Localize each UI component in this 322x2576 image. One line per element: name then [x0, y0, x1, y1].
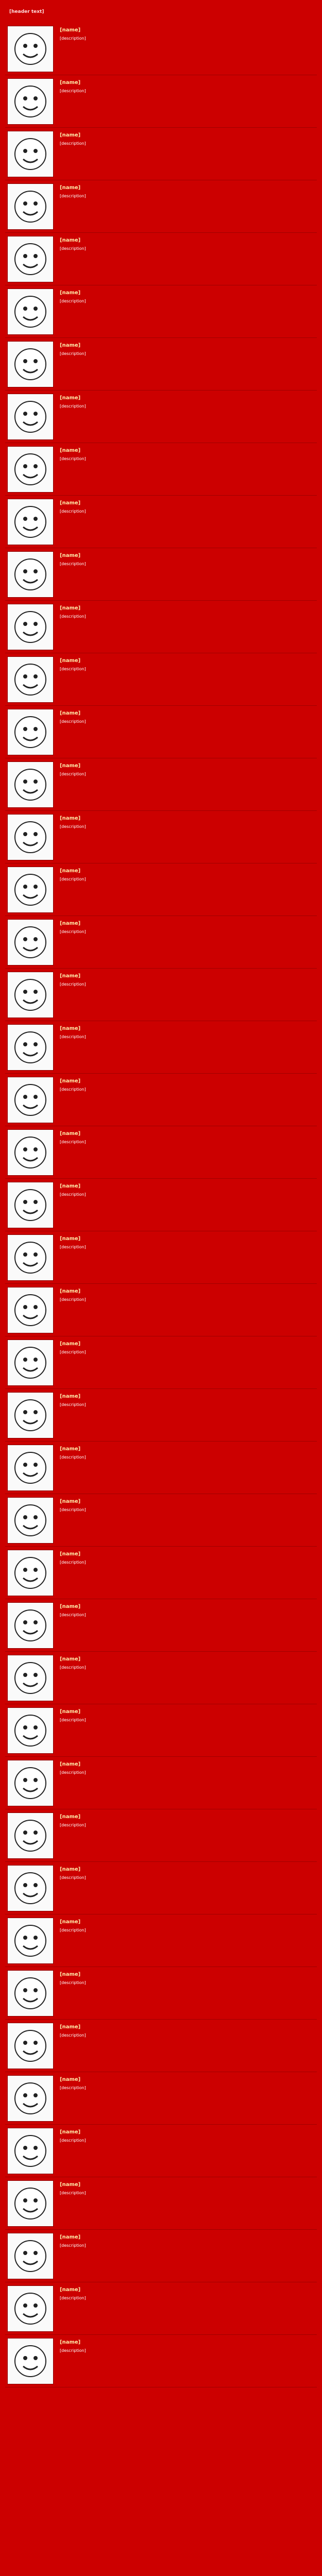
- entry-description: [description]: [60, 1245, 86, 1249]
- entry-title: [name]: [60, 816, 81, 821]
- grin-face-icon: [8, 394, 53, 439]
- entry-image: [7, 2285, 54, 2332]
- entry-title: [name]: [60, 973, 81, 979]
- winking-face-icon: [8, 972, 53, 1018]
- list-item: [5, 1914, 317, 1967]
- entry-title: [name]: [60, 1183, 81, 1189]
- entry-title: [name]: [60, 1709, 81, 1715]
- entry-text: [60, 1708, 314, 1753]
- entry-text: [60, 342, 314, 387]
- entry-title: [name]: [60, 290, 81, 296]
- list-item: [5, 1442, 317, 1494]
- entry-image: [7, 2180, 54, 2227]
- entry-image: [7, 814, 54, 860]
- entry-description: [description]: [60, 772, 86, 776]
- list-item: [5, 2020, 317, 2072]
- entry-title: [name]: [60, 343, 81, 348]
- entry-title: [name]: [60, 1919, 81, 1925]
- entry-description: [description]: [60, 1980, 86, 1985]
- entry-title: [name]: [60, 132, 81, 138]
- entry-description: [description]: [60, 824, 86, 829]
- entry-image: [7, 656, 54, 703]
- entry-text: [60, 1393, 314, 1438]
- list-item: [5, 496, 317, 548]
- entry-title: [name]: [60, 1131, 81, 1137]
- crowd-icon: [8, 1971, 53, 2016]
- blue-ghost-icon: [8, 184, 53, 229]
- entry-description: [description]: [60, 404, 86, 409]
- entry-text: [60, 2286, 314, 2331]
- list-item: [5, 128, 317, 180]
- tentacles-icon: [8, 1393, 53, 1438]
- entry-image: [7, 604, 54, 650]
- list-item: [5, 2072, 317, 2125]
- entry-description: [description]: [60, 509, 86, 514]
- cartoon-face-icon: [8, 1445, 53, 1490]
- entry-text: [60, 762, 314, 807]
- entry-image: [7, 1707, 54, 1754]
- entry-title: [name]: [60, 2287, 81, 2293]
- entry-title: [name]: [60, 1499, 81, 1504]
- figure-icon: [8, 1866, 53, 1911]
- face-icon: [8, 1708, 53, 1753]
- shouting-face-icon: [8, 1077, 53, 1123]
- entry-text: [60, 1288, 314, 1333]
- entry-image: [7, 2075, 54, 2122]
- entry-description: [description]: [60, 1928, 86, 1933]
- entry-description: [description]: [60, 1140, 86, 1144]
- entry-text: [60, 1341, 314, 1385]
- list-item: [5, 1757, 317, 1809]
- entry-title: [name]: [60, 185, 81, 191]
- entry-image: [7, 1182, 54, 1228]
- entry-text: [60, 2129, 314, 2174]
- entry-description: [description]: [60, 1035, 86, 1039]
- entry-title: [name]: [60, 1761, 81, 1767]
- entry-title: [name]: [60, 1341, 81, 1347]
- entry-description: [description]: [60, 1823, 86, 1827]
- entry-text: [60, 710, 314, 755]
- entry-title: [name]: [60, 763, 81, 769]
- entry-description: [description]: [60, 1718, 86, 1722]
- entry-title: [name]: [60, 1078, 81, 1084]
- black-circle-face-icon: [8, 1655, 53, 1701]
- entry-title: [name]: [60, 1551, 81, 1557]
- entry-title: [name]: [60, 658, 81, 664]
- entry-image: [7, 341, 54, 387]
- list-item: [5, 180, 317, 233]
- list-item: [5, 1652, 317, 1704]
- shouting-face-icon: [8, 1025, 53, 1070]
- entry-description: [description]: [60, 2243, 86, 2248]
- entry-image: [7, 183, 54, 230]
- shocked-face-icon: [8, 604, 53, 650]
- entry-title: [name]: [60, 238, 81, 243]
- entry-image: [7, 2023, 54, 2069]
- list-item: [5, 75, 317, 128]
- entry-text: [60, 447, 314, 492]
- entry-description: [description]: [60, 1665, 86, 1670]
- list-item: [5, 1599, 317, 1652]
- list-item: [5, 1389, 317, 1442]
- stick-figure-icon: [8, 762, 53, 807]
- list-item: [5, 1704, 317, 1757]
- list-item: [5, 2125, 317, 2177]
- list-item: [5, 1336, 317, 1389]
- list-item: [5, 1862, 317, 1914]
- entry-title: [name]: [60, 2234, 81, 2240]
- entry-title: [name]: [60, 710, 81, 716]
- list-item: [5, 863, 317, 916]
- entry-description: [description]: [60, 1402, 86, 1407]
- sketch-face-icon: [8, 657, 53, 702]
- list-item: [5, 1231, 317, 1284]
- list-item: [5, 1179, 317, 1231]
- entry-description: [description]: [60, 246, 86, 251]
- entry-text: [60, 395, 314, 439]
- entry-text: [60, 1761, 314, 1806]
- entry-description: [description]: [60, 194, 86, 198]
- entry-image: [7, 78, 54, 125]
- entry-image: [7, 1024, 54, 1071]
- entry-text: [60, 920, 314, 965]
- troll-face-icon: [8, 447, 53, 492]
- entry-list: [0, 23, 322, 2387]
- figure-icon: [8, 2338, 53, 2384]
- entry-description: [description]: [60, 1192, 86, 1197]
- entry-text: [60, 815, 314, 860]
- entry-text: [60, 1603, 314, 1648]
- entry-text: [60, 1656, 314, 1701]
- list-item: [5, 601, 317, 653]
- entry-description: [description]: [60, 2033, 86, 2038]
- entry-description: [description]: [60, 1613, 86, 1617]
- entry-image: [7, 1865, 54, 1911]
- list-item: [5, 1284, 317, 1336]
- entry-description: [description]: [60, 2138, 86, 2143]
- entry-text: [60, 1919, 314, 1963]
- entry-text: [60, 2181, 314, 2226]
- entry-image: [7, 1445, 54, 1491]
- girl-portrait-icon: [8, 552, 53, 597]
- entry-title: [name]: [60, 868, 81, 874]
- blond-figure-icon: [8, 1235, 53, 1280]
- list-item: [5, 1021, 317, 1074]
- list-item: [5, 653, 317, 706]
- entry-description: [description]: [60, 1087, 86, 1092]
- entry-title: [name]: [60, 1289, 81, 1294]
- round-face-icon: [8, 1182, 53, 1228]
- entry-title: [name]: [60, 1446, 81, 1452]
- hair-face-icon: [8, 1287, 53, 1333]
- list-item: [5, 1809, 317, 1862]
- entry-image: [7, 236, 54, 282]
- entry-title: [name]: [60, 1972, 81, 1977]
- list-item: [5, 1494, 317, 1547]
- entry-image: [7, 1655, 54, 1701]
- anime-girl-icon: [8, 2233, 53, 2279]
- entry-title: [name]: [60, 1867, 81, 1872]
- bug-figure-icon: [8, 1130, 53, 1175]
- entry-title: [name]: [60, 1604, 81, 1609]
- entry-image: [7, 1812, 54, 1859]
- entry-description: [description]: [60, 2086, 86, 2090]
- flower-face-icon: [8, 79, 53, 124]
- entry-description: [description]: [60, 1770, 86, 1775]
- list-item: [5, 2335, 317, 2387]
- entry-text: [60, 2076, 314, 2121]
- entry-description: [description]: [60, 299, 86, 303]
- list-item: [5, 916, 317, 969]
- entry-title: [name]: [60, 395, 81, 401]
- entry-title: [name]: [60, 1236, 81, 1242]
- red-splatter-icon: [8, 342, 53, 387]
- entry-image: [7, 1287, 54, 1333]
- entry-description: [description]: [60, 1350, 86, 1354]
- entry-text: [60, 868, 314, 912]
- list-item: [5, 1126, 317, 1179]
- entry-image: [7, 1234, 54, 1281]
- entry-text: [60, 605, 314, 650]
- entry-image: [7, 1129, 54, 1176]
- list-item: [5, 2230, 317, 2282]
- entry-text: [60, 1078, 314, 1123]
- entry-text: [60, 552, 314, 597]
- sad-face-icon: [8, 1760, 53, 1806]
- list-item: [5, 706, 317, 758]
- entry-description: [description]: [60, 2348, 86, 2353]
- entry-image: [7, 499, 54, 545]
- entry-description: [description]: [60, 141, 86, 146]
- entry-description: [description]: [60, 929, 86, 934]
- entry-description: [description]: [60, 351, 86, 356]
- entry-image: [7, 551, 54, 598]
- entry-title: [name]: [60, 2182, 81, 2188]
- entry-description: [description]: [60, 667, 86, 671]
- entry-text: [60, 1971, 314, 2016]
- entry-text: [60, 1183, 314, 1228]
- entry-image: [7, 709, 54, 755]
- face-icon: [8, 2128, 53, 2174]
- list-item: [5, 1547, 317, 1599]
- figure-icon: [8, 2286, 53, 2331]
- entry-image: [7, 1760, 54, 1806]
- entry-text: [60, 1025, 314, 1070]
- entry-image: [7, 1077, 54, 1123]
- entry-text: [60, 1814, 314, 1858]
- entry-image: [7, 972, 54, 1018]
- list-item: [5, 391, 317, 443]
- entry-image: [7, 1550, 54, 1596]
- entry-description: [description]: [60, 2296, 86, 2300]
- mustache-face-icon: [8, 1603, 53, 1648]
- entry-title: [name]: [60, 2129, 81, 2135]
- entry-title: [name]: [60, 553, 81, 558]
- entry-image: [7, 2338, 54, 2384]
- entry-description: [description]: [60, 562, 86, 566]
- entry-text: [60, 1498, 314, 1543]
- entry-title: [name]: [60, 27, 81, 33]
- entry-title: [name]: [60, 448, 81, 453]
- chick-icon: [8, 1340, 53, 1385]
- list-item: [5, 969, 317, 1021]
- list-item: [5, 811, 317, 863]
- face-icon: [8, 2076, 53, 2121]
- stick-figure-icon: [8, 867, 53, 912]
- entry-image: [7, 1970, 54, 2016]
- entry-image: [7, 1497, 54, 1544]
- entry-description: [description]: [60, 1297, 86, 1302]
- entry-text: [60, 2024, 314, 2069]
- spiky-face-icon: [8, 1813, 53, 1858]
- wheelchair-figure-icon: [8, 499, 53, 545]
- entry-image: [7, 1340, 54, 1386]
- entry-text: [60, 1866, 314, 1911]
- entry-image: [7, 761, 54, 808]
- list-item: [5, 2177, 317, 2230]
- page-title: [header text]: [9, 9, 44, 14]
- big-eyes-face-icon: [8, 236, 53, 282]
- entry-image: [7, 446, 54, 493]
- list-item: [5, 548, 317, 601]
- entry-image: [7, 26, 54, 72]
- entry-title: [name]: [60, 2340, 81, 2345]
- entry-description: [description]: [60, 2191, 86, 2195]
- entry-description: [description]: [60, 456, 86, 461]
- stick-figure-icon: [8, 815, 53, 860]
- figure-icon: [8, 1550, 53, 1596]
- list-item: [5, 338, 317, 391]
- entry-description: [description]: [60, 1507, 86, 1512]
- list-item: [5, 23, 317, 75]
- entry-description: [description]: [60, 89, 86, 93]
- boy-icon: [8, 2181, 53, 2226]
- entry-text: [60, 79, 314, 124]
- entry-text: [60, 1446, 314, 1490]
- page-header: [0, 0, 322, 23]
- entry-description: [description]: [60, 719, 86, 724]
- list-item: [5, 233, 317, 285]
- entry-text: [60, 290, 314, 334]
- entry-text: [60, 973, 314, 1018]
- entry-text: [60, 657, 314, 702]
- entry-title: [name]: [60, 2024, 81, 2030]
- scribble-face-icon: [8, 289, 53, 334]
- list-item: [5, 758, 317, 811]
- entry-text: [60, 184, 314, 229]
- list-item: [5, 1074, 317, 1126]
- entry-title: [name]: [60, 500, 81, 506]
- entry-text: [60, 27, 314, 72]
- entry-title: [name]: [60, 2077, 81, 2082]
- entry-title: [name]: [60, 1656, 81, 1662]
- entry-image: [7, 1918, 54, 1964]
- smiling-face-icon: [8, 26, 53, 72]
- entry-title: [name]: [60, 1394, 81, 1399]
- entry-image: [7, 1602, 54, 1649]
- entry-image: [7, 1392, 54, 1438]
- entry-description: [description]: [60, 1455, 86, 1460]
- entry-image: [7, 131, 54, 177]
- entry-description: [description]: [60, 1875, 86, 1880]
- entry-text: [60, 237, 314, 282]
- entry-text: [60, 2339, 314, 2384]
- stick-figure-icon: [8, 920, 53, 965]
- entry-description: [description]: [60, 1560, 86, 1565]
- entry-title: [name]: [60, 1814, 81, 1820]
- entry-image: [7, 2233, 54, 2279]
- entry-title: [name]: [60, 1026, 81, 1031]
- list-item: [5, 2282, 317, 2335]
- entry-text: [60, 500, 314, 545]
- entry-description: [description]: [60, 614, 86, 619]
- teeth-face-icon: [8, 2023, 53, 2069]
- entry-image: [7, 919, 54, 965]
- rage-face-icon: [8, 1918, 53, 1963]
- entry-image: [7, 394, 54, 440]
- entry-title: [name]: [60, 80, 81, 86]
- entry-image: [7, 2128, 54, 2174]
- entry-text: [60, 1130, 314, 1175]
- entry-description: [description]: [60, 877, 86, 882]
- cartoon-face-icon: [8, 1498, 53, 1543]
- entry-title: [name]: [60, 921, 81, 926]
- entry-description: [description]: [60, 36, 86, 41]
- entry-text: [60, 2234, 314, 2279]
- entry-title: [name]: [60, 605, 81, 611]
- list-item: [5, 285, 317, 338]
- entry-image: [7, 867, 54, 913]
- entry-text: [60, 1551, 314, 1596]
- drawn-face-icon: [8, 131, 53, 177]
- entry-description: [description]: [60, 982, 86, 987]
- list-item: [5, 1967, 317, 2020]
- entry-text: [60, 132, 314, 177]
- creepy-face-icon: [8, 709, 53, 755]
- entry-text: [60, 1235, 314, 1280]
- entry-image: [7, 289, 54, 335]
- list-item: [5, 443, 317, 496]
